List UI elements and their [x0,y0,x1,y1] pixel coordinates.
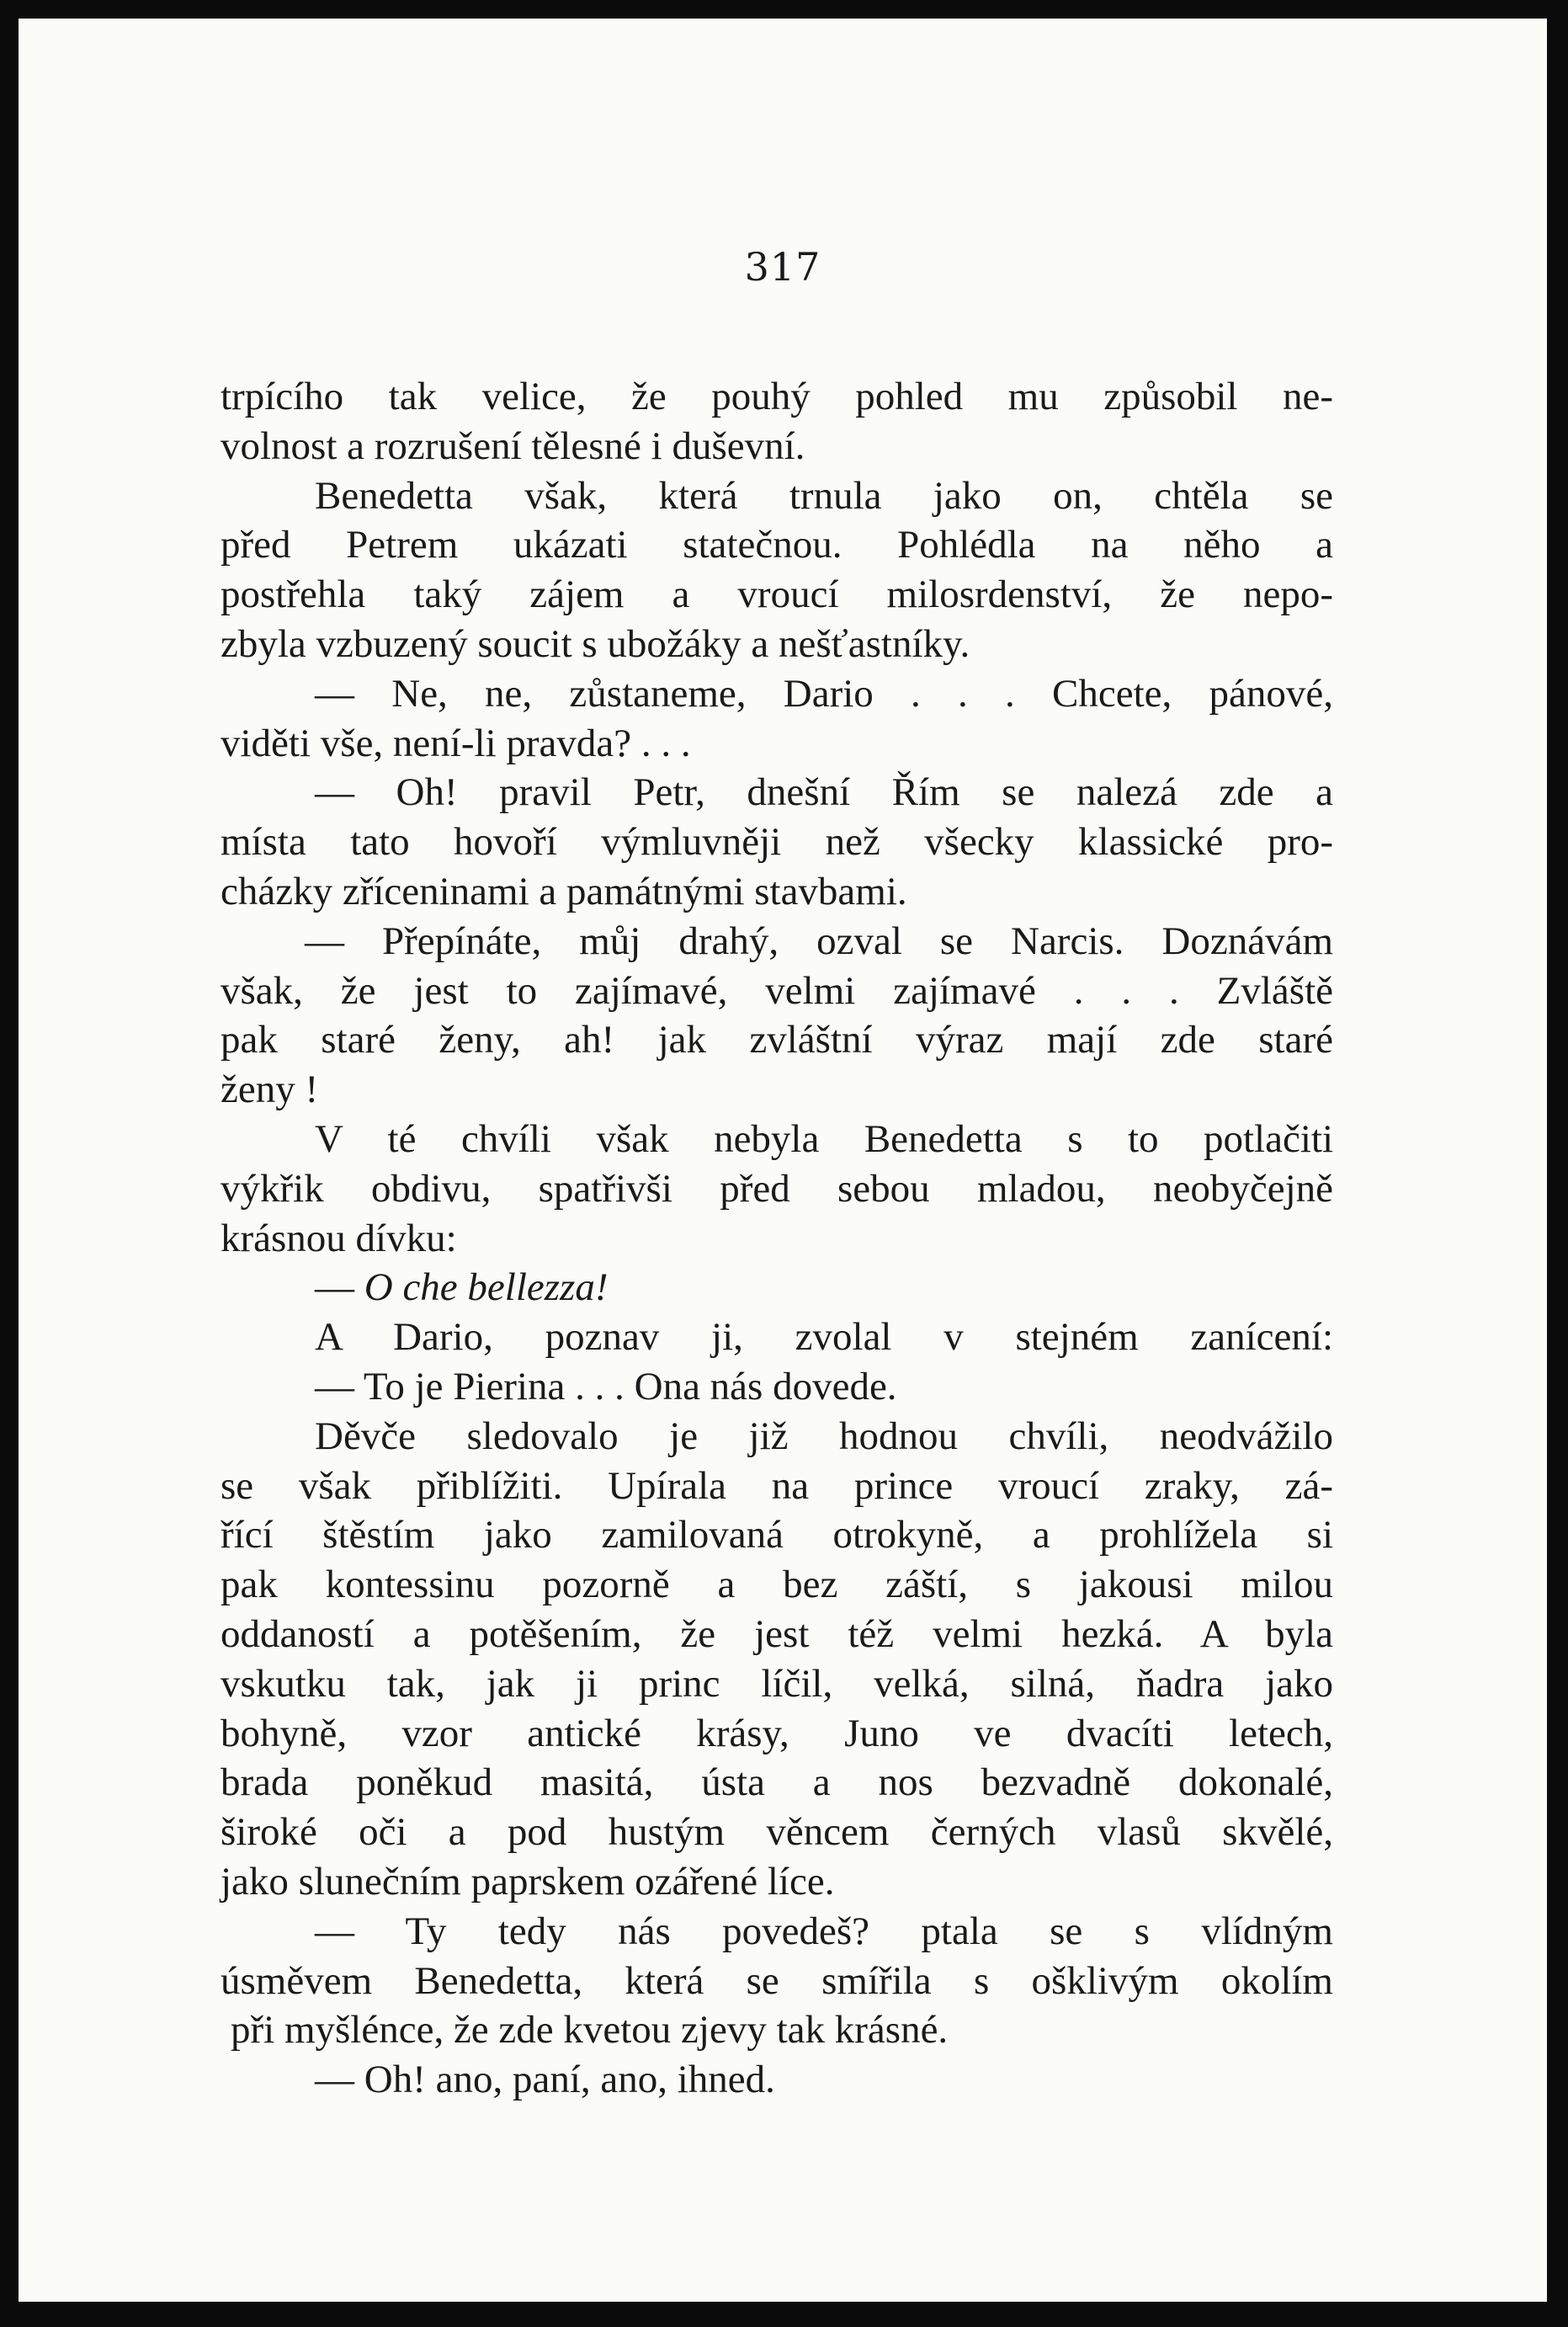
text-line: — Přepínáte, můj drahý, ozval se Narcis. Doznávám [305,919,1333,963]
text-line: A Dario, poznav ji, zvolal v stejném zanícení: [315,1315,1333,1360]
text-line: úsměvem Benedetta, která se smířila s ošklivým okolím [221,1958,1333,2003]
text-line: místa tato hovoří výmluvněji než všecky klassické pro- [221,820,1333,865]
book-page [19,19,1547,2302]
text-line: krásnou dívku: [221,1216,457,1260]
text-line: V té chvíli však nebyla Benedetta s to potlačiti [315,1116,1333,1161]
text-line: volnost a rozrušení tělesné i duševní. [221,423,805,468]
text-line: cházky zříceninami a památnými stavbami. [221,869,907,913]
text-line: však, že jest to zajímavé, velmi zajímavé . . . Zvláště [221,968,1333,1013]
text-line: jako slunečním paprskem ozářené líce. [221,1859,835,1904]
text-line: — To je Pierina . . . Ona nás dovede. [315,1364,897,1408]
text-line: Benedetta však, která trnula jako on, chtěla se [315,473,1333,518]
text-line: viděti vše, není-li pravda? . . . [221,721,691,765]
text-line: brada poněkud masitá, ústa a nos bezvadně dokonalé, [221,1760,1333,1805]
text-line: před Petrem ukázati statečnou. Pohlédla na něho a [221,523,1333,567]
text-line: ženy ! [221,1068,319,1112]
text-line: bohyně, vzor antické krásy, Juno ve dvacíti letech, [221,1711,1333,1755]
italic-exclamation: O che bellezza! [364,1265,609,1310]
text-line: — Ne, ne, zůstaneme, Dario . . . Chcete, pánové, [315,671,1333,716]
text-line: pak kontessinu pozorně a bez záští, s jakousi milou [221,1563,1333,1607]
body-text [221,372,1333,2105]
italic-exclamation-line [221,1263,1333,1313]
text-line: při myšlénce, že zde kvetou zjevy tak krásné. [231,2008,949,2053]
text-line: vskutku tak, jak ji princ líčil, velká, silná, ňadra jako [221,1661,1333,1706]
text-line: zbyla vzbuzený soucit s ubožáky a nešťastníky. [221,621,970,666]
text-line: se však přiblížiti. Upírala na prince vroucí zraky, zá- [221,1463,1333,1508]
text-line: široké oči a pod hustým věncem černých vlasů skvělé, [221,1810,1333,1855]
text-line: Děvče sledovalo je již hodnou chvíli, neodvážilo [315,1414,1333,1458]
text-line: pak staré ženy, ah! jak zvláštní výraz mají zde staré [221,1018,1333,1062]
text-line: — Ty tedy nás povedeš? ptala se s vlídným [315,1909,1333,1953]
text-line: výkřik obdivu, spatřivši před sebou mladou, neobyčejně [221,1166,1333,1211]
text-line: řící štěstím jako zamilovaná otrokyně, a prohlížela si [221,1513,1333,1558]
dash: — [315,1265,354,1310]
text-line: trpícího tak velice, že pouhý pohled mu způsobil ne- [221,375,1333,418]
text-line: oddaností a potěšením, že jest též velmi hezká. A byla [221,1611,1333,1656]
page-number: 317 [744,244,821,290]
text-line: — Oh! ano, paní, ano, ihned. [315,2058,775,2102]
text-line: postřehla taký zájem a vroucí milosrdenství, že nepo- [221,572,1333,617]
text-line: — Oh! pravil Petr, dnešní Řím se nalezá zde a [315,770,1333,815]
